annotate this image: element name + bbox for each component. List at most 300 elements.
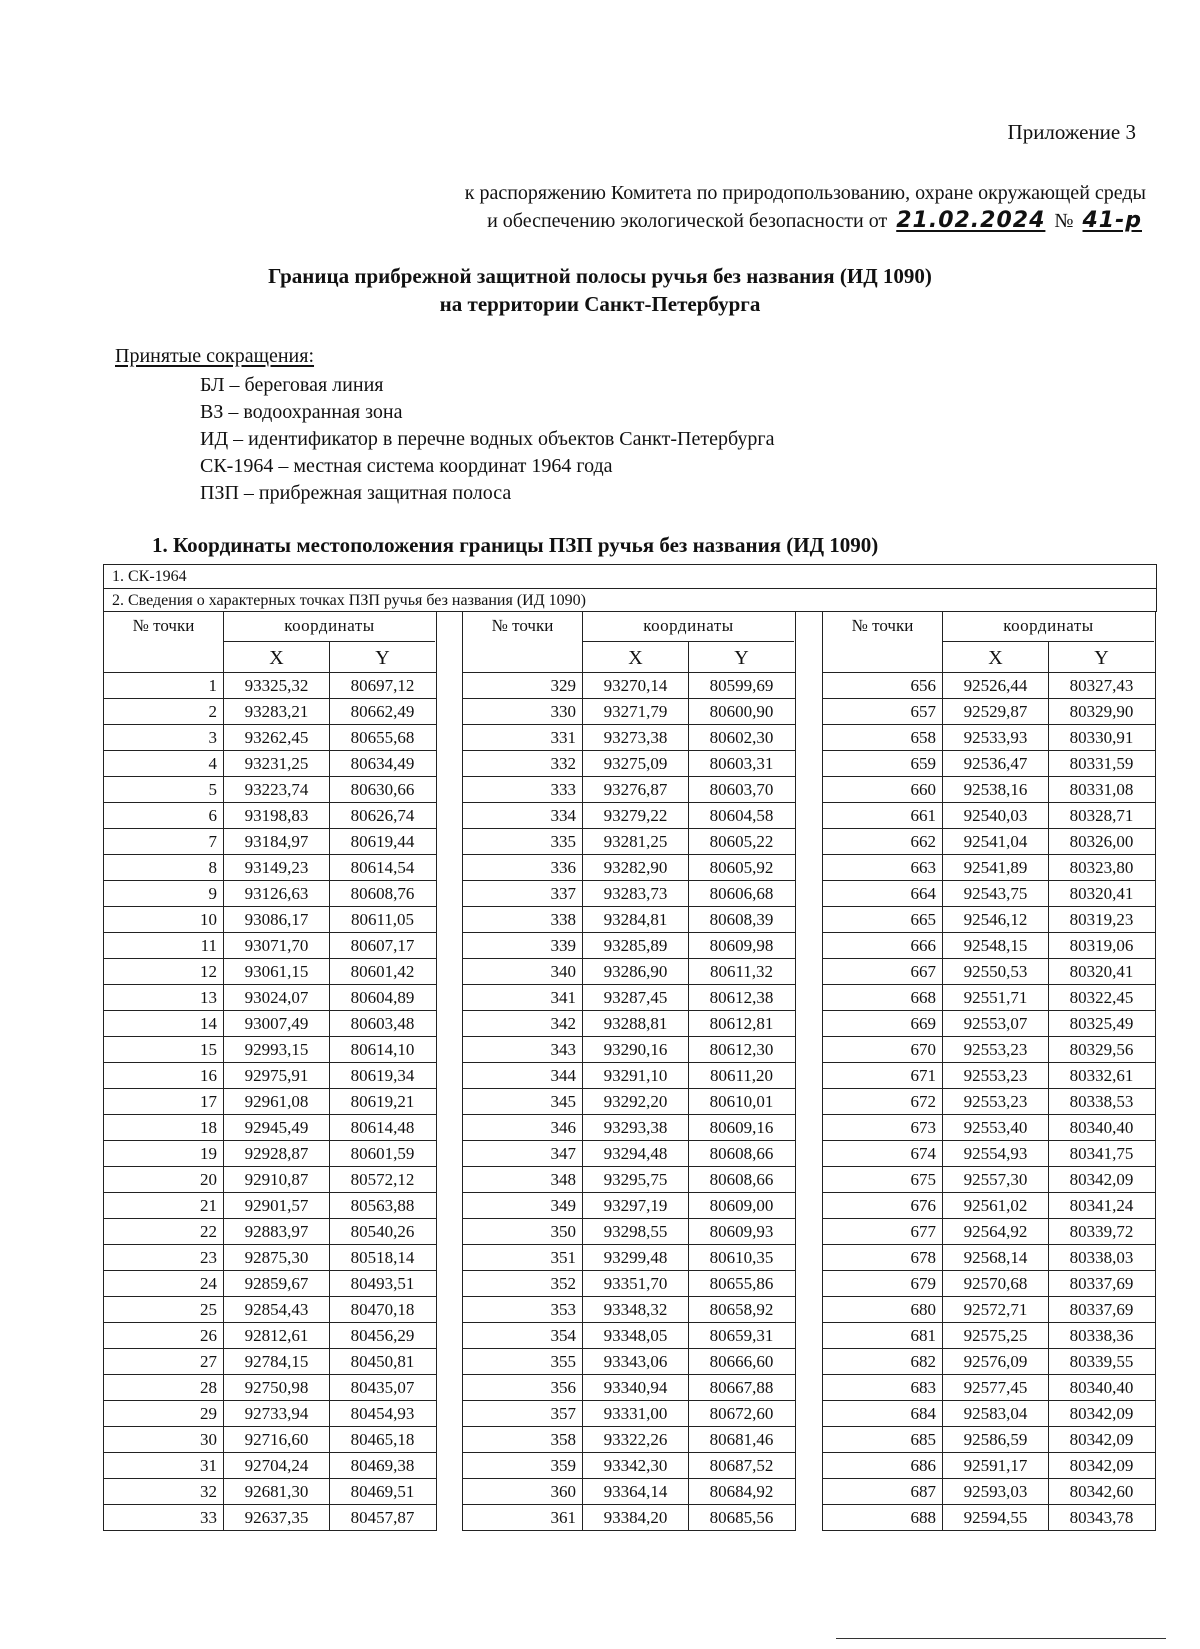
y-value: 80606,68 <box>709 884 774 903</box>
point-number: 352 <box>463 1271 583 1296</box>
x-value: 93322,26 <box>583 1427 689 1452</box>
point-number: 25 <box>104 1297 224 1322</box>
point-number: 16 <box>104 1063 224 1088</box>
table-row <box>104 698 436 724</box>
point-number: 686 <box>823 1453 943 1478</box>
x-value: 93295,75 <box>583 1167 689 1192</box>
point-number: 687 <box>823 1479 943 1504</box>
x-value: 92637,35 <box>224 1505 330 1530</box>
table-row <box>104 1114 436 1140</box>
y-value: 80681,46 <box>709 1430 774 1449</box>
table-row <box>463 1426 795 1452</box>
y-value: 80330,91 <box>1069 728 1134 747</box>
table-row <box>463 1478 795 1504</box>
point-number: 671 <box>823 1063 943 1088</box>
y-value: 80605,92 <box>709 858 774 877</box>
point-number: 348 <box>463 1167 583 1192</box>
y-value: 80626,74 <box>350 806 415 825</box>
table-row <box>463 1374 795 1400</box>
point-number: 342 <box>463 1011 583 1036</box>
x-value: 93198,83 <box>224 803 330 828</box>
x-value: 92553,23 <box>943 1063 1049 1088</box>
x-value: 93299,48 <box>583 1245 689 1270</box>
x-value: 93284,81 <box>583 907 689 932</box>
point-number: 338 <box>463 907 583 932</box>
table-row <box>104 1452 436 1478</box>
table-row <box>104 1244 436 1270</box>
y-value: 80619,21 <box>350 1092 415 1111</box>
x-value: 92554,93 <box>943 1141 1049 1166</box>
y-value: 80603,31 <box>709 754 774 773</box>
table-row <box>823 1322 1155 1348</box>
x-value: 93283,21 <box>224 699 330 724</box>
x-value: 93290,16 <box>583 1037 689 1062</box>
table-row-coordinate-system: 1. СК-1964 <box>103 564 1157 588</box>
point-number: 2 <box>104 699 224 724</box>
x-value: 92733,94 <box>224 1401 330 1426</box>
point-number: 656 <box>823 673 943 698</box>
x-value: 93348,32 <box>583 1297 689 1322</box>
y-value: 80600,90 <box>709 702 774 721</box>
x-value: 93298,55 <box>583 1219 689 1244</box>
table-row <box>104 724 436 750</box>
y-value: 80614,54 <box>350 858 415 877</box>
order-line-2-prefix: и обеспечению экологической безопасности от <box>487 210 888 232</box>
y-value: 80337,69 <box>1069 1274 1134 1293</box>
x-value: 92883,97 <box>224 1219 330 1244</box>
x-value: 93007,49 <box>224 1011 330 1036</box>
x-value: 93071,70 <box>224 933 330 958</box>
table-row <box>823 1270 1155 1296</box>
table-row <box>823 854 1155 880</box>
table-row <box>463 776 795 802</box>
point-number: 347 <box>463 1141 583 1166</box>
table-row <box>823 776 1155 802</box>
y-header: Y <box>734 647 749 669</box>
order-number-label: № <box>1054 210 1074 232</box>
y-value: 80342,09 <box>1069 1404 1134 1423</box>
x-value: 93287,45 <box>583 985 689 1010</box>
page-bottom-rule <box>836 1638 1166 1639</box>
y-value: 80601,59 <box>350 1144 415 1163</box>
table-row-description: 2. Сведения о характерных точках ПЗП ручья без названия (ИД 1090) <box>103 588 1157 612</box>
point-number: 331 <box>463 725 583 750</box>
table-row <box>104 984 436 1010</box>
x-value: 92594,55 <box>943 1505 1049 1530</box>
y-value: 80319,23 <box>1069 910 1134 929</box>
x-value: 93223,74 <box>224 777 330 802</box>
y-value: 80340,40 <box>1069 1118 1134 1137</box>
point-number: 669 <box>823 1011 943 1036</box>
y-value: 80655,68 <box>350 728 415 747</box>
y-value: 80603,70 <box>709 780 774 799</box>
abbreviation-item: ПЗП – прибрежная защитная полоса <box>200 482 512 504</box>
point-number: 673 <box>823 1115 943 1140</box>
point-number: 334 <box>463 803 583 828</box>
table-row <box>463 1400 795 1426</box>
x-value: 92586,59 <box>943 1427 1049 1452</box>
table-row <box>823 1296 1155 1322</box>
x-value: 93282,90 <box>583 855 689 880</box>
point-number: 22 <box>104 1219 224 1244</box>
table-row <box>823 880 1155 906</box>
point-number: 4 <box>104 751 224 776</box>
x-value: 93288,81 <box>583 1011 689 1036</box>
x-value: 93331,00 <box>583 1401 689 1426</box>
table-row <box>463 1218 795 1244</box>
table-row <box>104 958 436 984</box>
y-value: 80667,88 <box>709 1378 774 1397</box>
x-value: 92681,30 <box>224 1479 330 1504</box>
coordinate-group-3 <box>822 612 1156 1531</box>
table-row <box>104 750 436 776</box>
y-value: 80327,43 <box>1069 676 1134 695</box>
point-number: 341 <box>463 985 583 1010</box>
y-value: 80608,66 <box>709 1170 774 1189</box>
point-number-header-spacer <box>104 642 224 672</box>
table-row <box>104 1400 436 1426</box>
point-number-header: № точки <box>104 612 224 642</box>
y-value: 80493,51 <box>350 1274 415 1293</box>
x-value: 92551,71 <box>943 985 1049 1010</box>
table-row <box>463 1140 795 1166</box>
table-row <box>463 1270 795 1296</box>
table-row <box>463 1504 795 1530</box>
abbreviation-item: ИД – идентификатор в перечне водных объектов Санкт-Петербурга <box>200 428 775 450</box>
table-row <box>463 1348 795 1374</box>
y-value: 80605,22 <box>709 832 774 851</box>
point-number: 20 <box>104 1167 224 1192</box>
point-number: 356 <box>463 1375 583 1400</box>
point-number: 27 <box>104 1349 224 1374</box>
table-row <box>823 750 1155 776</box>
x-value: 92575,25 <box>943 1323 1049 1348</box>
y-value: 80469,38 <box>350 1456 415 1475</box>
x-value: 93294,48 <box>583 1141 689 1166</box>
point-number: 23 <box>104 1245 224 1270</box>
table-row <box>463 958 795 984</box>
point-number: 665 <box>823 907 943 932</box>
group-subheader-row <box>463 642 795 672</box>
x-value: 93325,32 <box>224 673 330 698</box>
y-value: 80614,10 <box>350 1040 415 1059</box>
table-row <box>104 776 436 802</box>
y-value: 80456,29 <box>350 1326 415 1345</box>
y-value: 80687,52 <box>709 1456 774 1475</box>
point-number: 359 <box>463 1453 583 1478</box>
table-row <box>823 672 1155 698</box>
table-row <box>823 1452 1155 1478</box>
table-row <box>823 906 1155 932</box>
x-value: 92583,04 <box>943 1401 1049 1426</box>
y-value: 80343,78 <box>1069 1508 1134 1527</box>
y-value: 80599,69 <box>709 676 774 695</box>
point-number: 31 <box>104 1453 224 1478</box>
y-value: 80341,75 <box>1069 1144 1134 1163</box>
x-value: 93086,17 <box>224 907 330 932</box>
x-value: 92553,07 <box>943 1011 1049 1036</box>
point-number: 3 <box>104 725 224 750</box>
y-value: 80611,32 <box>709 962 774 981</box>
y-value: 80685,56 <box>709 1508 774 1527</box>
x-value: 93279,22 <box>583 803 689 828</box>
table-row <box>104 1036 436 1062</box>
point-number: 677 <box>823 1219 943 1244</box>
x-value: 93270,14 <box>583 673 689 698</box>
x-value: 93276,87 <box>583 777 689 802</box>
x-value: 92591,17 <box>943 1453 1049 1478</box>
x-value: 92568,14 <box>943 1245 1049 1270</box>
y-value: 80611,20 <box>709 1066 774 1085</box>
x-value: 92526,44 <box>943 673 1049 698</box>
table-row <box>104 1166 436 1192</box>
point-number: 340 <box>463 959 583 984</box>
x-value: 93271,79 <box>583 699 689 724</box>
y-value: 80338,53 <box>1069 1092 1134 1111</box>
x-header: X <box>583 642 689 672</box>
group-subheader-row <box>823 642 1155 672</box>
point-number: 24 <box>104 1271 224 1296</box>
table-row <box>823 1374 1155 1400</box>
y-value: 80697,12 <box>350 676 415 695</box>
table-row <box>104 1218 436 1244</box>
y-value: 80454,93 <box>350 1404 415 1423</box>
point-number: 353 <box>463 1297 583 1322</box>
y-value: 80338,03 <box>1069 1248 1134 1267</box>
x-value: 93364,14 <box>583 1479 689 1504</box>
x-value: 92945,49 <box>224 1115 330 1140</box>
x-value: 93126,63 <box>224 881 330 906</box>
point-number: 6 <box>104 803 224 828</box>
table-row <box>463 1322 795 1348</box>
table-row <box>463 984 795 1010</box>
document-title <box>0 262 1200 318</box>
y-value: 80342,60 <box>1069 1482 1134 1501</box>
y-value: 80634,49 <box>350 754 415 773</box>
y-value: 80601,42 <box>350 962 415 981</box>
x-value: 93281,25 <box>583 829 689 854</box>
x-value: 93351,70 <box>583 1271 689 1296</box>
y-value: 80602,30 <box>709 728 774 747</box>
x-value: 92550,53 <box>943 959 1049 984</box>
document-title-line-1: Граница прибрежной защитной полосы ручья без названия (ИД 1090) <box>268 264 932 288</box>
table-row <box>823 1426 1155 1452</box>
y-value: 80340,40 <box>1069 1378 1134 1397</box>
point-number: 674 <box>823 1141 943 1166</box>
table-row <box>104 1322 436 1348</box>
table-row <box>823 724 1155 750</box>
y-value: 80319,06 <box>1069 936 1134 955</box>
x-value: 93292,20 <box>583 1089 689 1114</box>
x-value: 93184,97 <box>224 829 330 854</box>
x-value: 92541,89 <box>943 855 1049 880</box>
point-number: 29 <box>104 1401 224 1426</box>
abbreviation-item: ВЗ – водоохранная зона <box>200 401 403 423</box>
y-value: 80331,08 <box>1069 780 1134 799</box>
y-value: 80563,88 <box>350 1196 415 1215</box>
table-row <box>463 1088 795 1114</box>
coordinate-group-1 <box>103 612 437 1531</box>
point-number: 659 <box>823 751 943 776</box>
order-number-handwritten: 41-р <box>1082 208 1142 233</box>
x-value: 92529,87 <box>943 699 1049 724</box>
abbreviation-item: СК-1964 – местная система координат 1964 года <box>200 455 613 477</box>
y-value: 80342,09 <box>1069 1456 1134 1475</box>
x-value: 92812,61 <box>224 1323 330 1348</box>
y-value: 80341,24 <box>1069 1196 1134 1215</box>
point-number: 1 <box>104 673 224 698</box>
coordinates-table <box>103 564 1157 1527</box>
point-number: 332 <box>463 751 583 776</box>
table-row <box>463 880 795 906</box>
table-row <box>823 1140 1155 1166</box>
point-number: 355 <box>463 1349 583 1374</box>
y-value: 80457,87 <box>350 1508 415 1527</box>
point-number: 330 <box>463 699 583 724</box>
coordinates-header: координаты <box>583 612 794 642</box>
table-row <box>823 1244 1155 1270</box>
table-row <box>463 1192 795 1218</box>
y-value: 80470,18 <box>350 1300 415 1319</box>
section-title: 1. Координаты местоположения границы ПЗП ручья без названия (ИД 1090) <box>152 533 879 557</box>
point-number: 32 <box>104 1479 224 1504</box>
x-value: 92540,03 <box>943 803 1049 828</box>
point-number: 360 <box>463 1479 583 1504</box>
point-number: 658 <box>823 725 943 750</box>
x-value: 93291,10 <box>583 1063 689 1088</box>
table-row <box>463 854 795 880</box>
y-value: 80325,49 <box>1069 1014 1134 1033</box>
y-value: 80337,69 <box>1069 1300 1134 1319</box>
table-row <box>104 854 436 880</box>
point-number: 681 <box>823 1323 943 1348</box>
x-value: 93348,05 <box>583 1323 689 1348</box>
x-value: 92784,15 <box>224 1349 330 1374</box>
order-date-handwritten: 21.02.2024 <box>896 208 1046 233</box>
x-value: 92548,15 <box>943 933 1049 958</box>
x-value: 93340,94 <box>583 1375 689 1400</box>
point-number: 345 <box>463 1089 583 1114</box>
table-row <box>463 932 795 958</box>
table-row <box>823 1218 1155 1244</box>
abbreviations-heading: Принятые сокращения: <box>115 345 315 367</box>
point-number: 675 <box>823 1167 943 1192</box>
point-number: 26 <box>104 1323 224 1348</box>
table-row <box>463 906 795 932</box>
x-value: 93231,25 <box>224 751 330 776</box>
x-value: 92854,43 <box>224 1297 330 1322</box>
x-value: 92859,67 <box>224 1271 330 1296</box>
point-number: 346 <box>463 1115 583 1140</box>
x-value: 92576,09 <box>943 1349 1049 1374</box>
table-row <box>823 1088 1155 1114</box>
table-row <box>463 1166 795 1192</box>
order-line-1: к распоряжению Комитета по природопользованию, охране окружающей среды <box>464 182 1146 204</box>
x-value: 92570,68 <box>943 1271 1049 1296</box>
x-value: 93342,30 <box>583 1453 689 1478</box>
table-row <box>823 828 1155 854</box>
table-row <box>104 1426 436 1452</box>
y-value: 80608,39 <box>709 910 774 929</box>
x-value: 92910,87 <box>224 1167 330 1192</box>
point-number: 680 <box>823 1297 943 1322</box>
point-number: 15 <box>104 1037 224 1062</box>
table-row <box>463 698 795 724</box>
x-value: 92543,75 <box>943 881 1049 906</box>
x-value: 92704,24 <box>224 1453 330 1478</box>
y-value: 80322,45 <box>1069 988 1134 1007</box>
point-number: 8 <box>104 855 224 880</box>
point-number: 19 <box>104 1141 224 1166</box>
order-reference <box>246 180 1146 235</box>
group-header-row <box>823 612 1155 642</box>
y-value: 80469,51 <box>350 1482 415 1501</box>
table-row <box>823 1504 1155 1530</box>
y-header: Y <box>375 647 390 669</box>
table-row <box>823 1010 1155 1036</box>
x-value: 93149,23 <box>224 855 330 880</box>
point-number: 335 <box>463 829 583 854</box>
y-value: 80609,00 <box>709 1196 774 1215</box>
point-number: 361 <box>463 1505 583 1530</box>
point-number-header: № точки <box>823 612 943 642</box>
point-number: 657 <box>823 699 943 724</box>
point-number: 662 <box>823 829 943 854</box>
point-number: 672 <box>823 1089 943 1114</box>
table-row <box>463 1114 795 1140</box>
y-value: 80435,07 <box>350 1378 415 1397</box>
x-value: 92557,30 <box>943 1167 1049 1192</box>
table-row <box>823 1166 1155 1192</box>
y-value: 80611,05 <box>350 910 415 929</box>
table-row <box>463 828 795 854</box>
x-value: 93297,19 <box>583 1193 689 1218</box>
y-value: 80572,12 <box>350 1170 415 1189</box>
y-value: 80540,26 <box>350 1222 415 1241</box>
x-value: 92553,23 <box>943 1089 1049 1114</box>
table-row <box>104 880 436 906</box>
point-number: 10 <box>104 907 224 932</box>
point-number: 679 <box>823 1271 943 1296</box>
point-number: 336 <box>463 855 583 880</box>
point-number: 344 <box>463 1063 583 1088</box>
x-value: 93283,73 <box>583 881 689 906</box>
abbreviation-item: БЛ – береговая линия <box>200 374 384 396</box>
point-number: 329 <box>463 673 583 698</box>
y-value: 80612,81 <box>709 1014 774 1033</box>
document-title-line-2: на территории Санкт-Петербурга <box>439 292 761 316</box>
coordinate-group-2 <box>462 612 796 1531</box>
appendix-label: Приложение 3 <box>1007 120 1136 144</box>
table-row <box>104 906 436 932</box>
point-number: 354 <box>463 1323 583 1348</box>
table-row <box>463 1452 795 1478</box>
y-value: 80630,66 <box>350 780 415 799</box>
point-number: 350 <box>463 1219 583 1244</box>
y-value: 80608,76 <box>350 884 415 903</box>
table-row <box>823 1400 1155 1426</box>
point-number-header-spacer <box>823 642 943 672</box>
table-row <box>823 1036 1155 1062</box>
y-value: 80331,59 <box>1069 754 1134 773</box>
point-number: 333 <box>463 777 583 802</box>
x-value: 93384,20 <box>583 1505 689 1530</box>
point-number: 14 <box>104 1011 224 1036</box>
point-number: 5 <box>104 777 224 802</box>
y-value: 80659,31 <box>709 1326 774 1345</box>
group-subheader-row <box>104 642 436 672</box>
x-value: 92564,92 <box>943 1219 1049 1244</box>
